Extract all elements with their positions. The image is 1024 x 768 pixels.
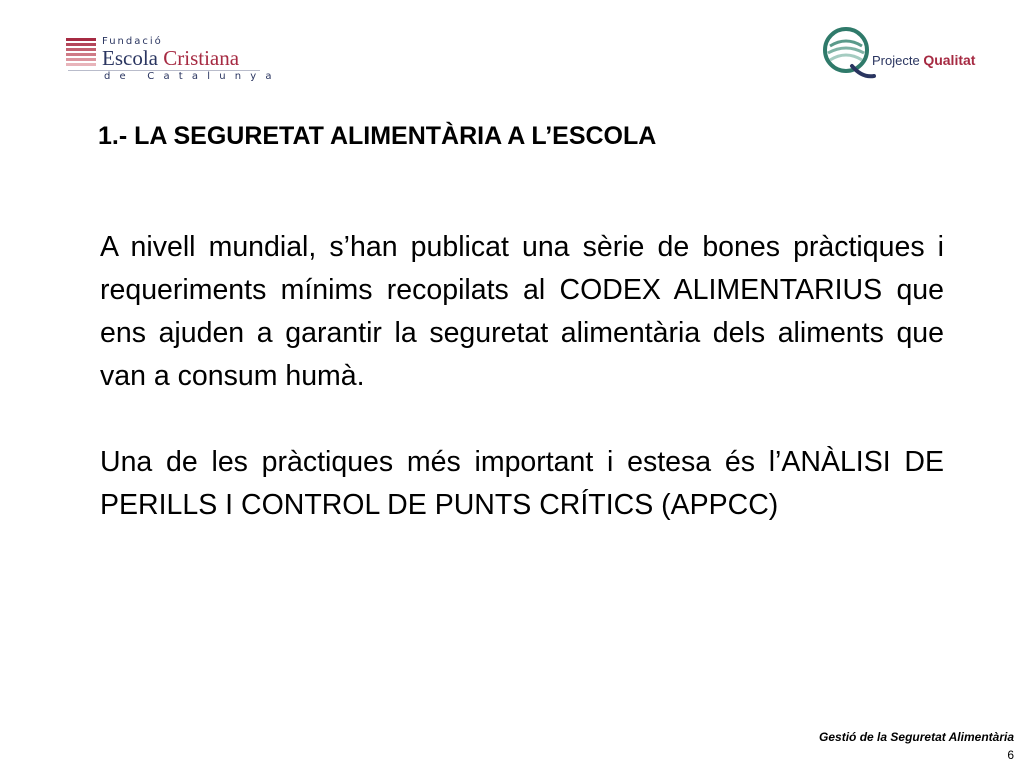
slide-body <box>100 226 944 527</box>
qualitat-q-icon <box>822 26 876 82</box>
fecc-logo-de-catalunya: de Catalunya <box>104 71 281 82</box>
slide-title: 1.- LA SEGURETAT ALIMENTÀRIA A L’ESCOLA <box>98 122 657 150</box>
pq-logo-qualitat: Qualitat <box>923 52 976 68</box>
fundacio-escola-cristiana-logo <box>66 34 281 86</box>
footer-label: Gestió de la Seguretat Alimentària <box>819 730 1014 744</box>
body-paragraph-appcc: Una de les pràctiques més important i estesa és l’ANÀLISI DE PERILLS I CONTROL DE PUNTS CRÍTICS (APPCC) <box>100 446 944 521</box>
fecc-logo-escola: Escola <box>102 46 158 70</box>
fecc-logo-mark-icon <box>66 38 96 70</box>
fecc-logo-name <box>102 46 239 71</box>
pq-logo-projecte: Projecte <box>872 53 920 68</box>
page-number: 6 <box>1007 748 1014 762</box>
fecc-logo-fundacio: Fundació <box>102 36 163 47</box>
fecc-logo-cristiana: Cristiana <box>163 46 240 70</box>
projecte-qualitat-logo <box>822 26 976 82</box>
projecte-qualitat-text <box>872 52 975 68</box>
body-paragraph-codex: A nivell mundial, s’han publicat una sèrie de bones pràctiques i requeriments mínims recopilats al CODEX ALIMENTARIUS que ens ajuden a garantir la seguretat alimentària dels aliments que van a consum humà. <box>100 231 944 392</box>
